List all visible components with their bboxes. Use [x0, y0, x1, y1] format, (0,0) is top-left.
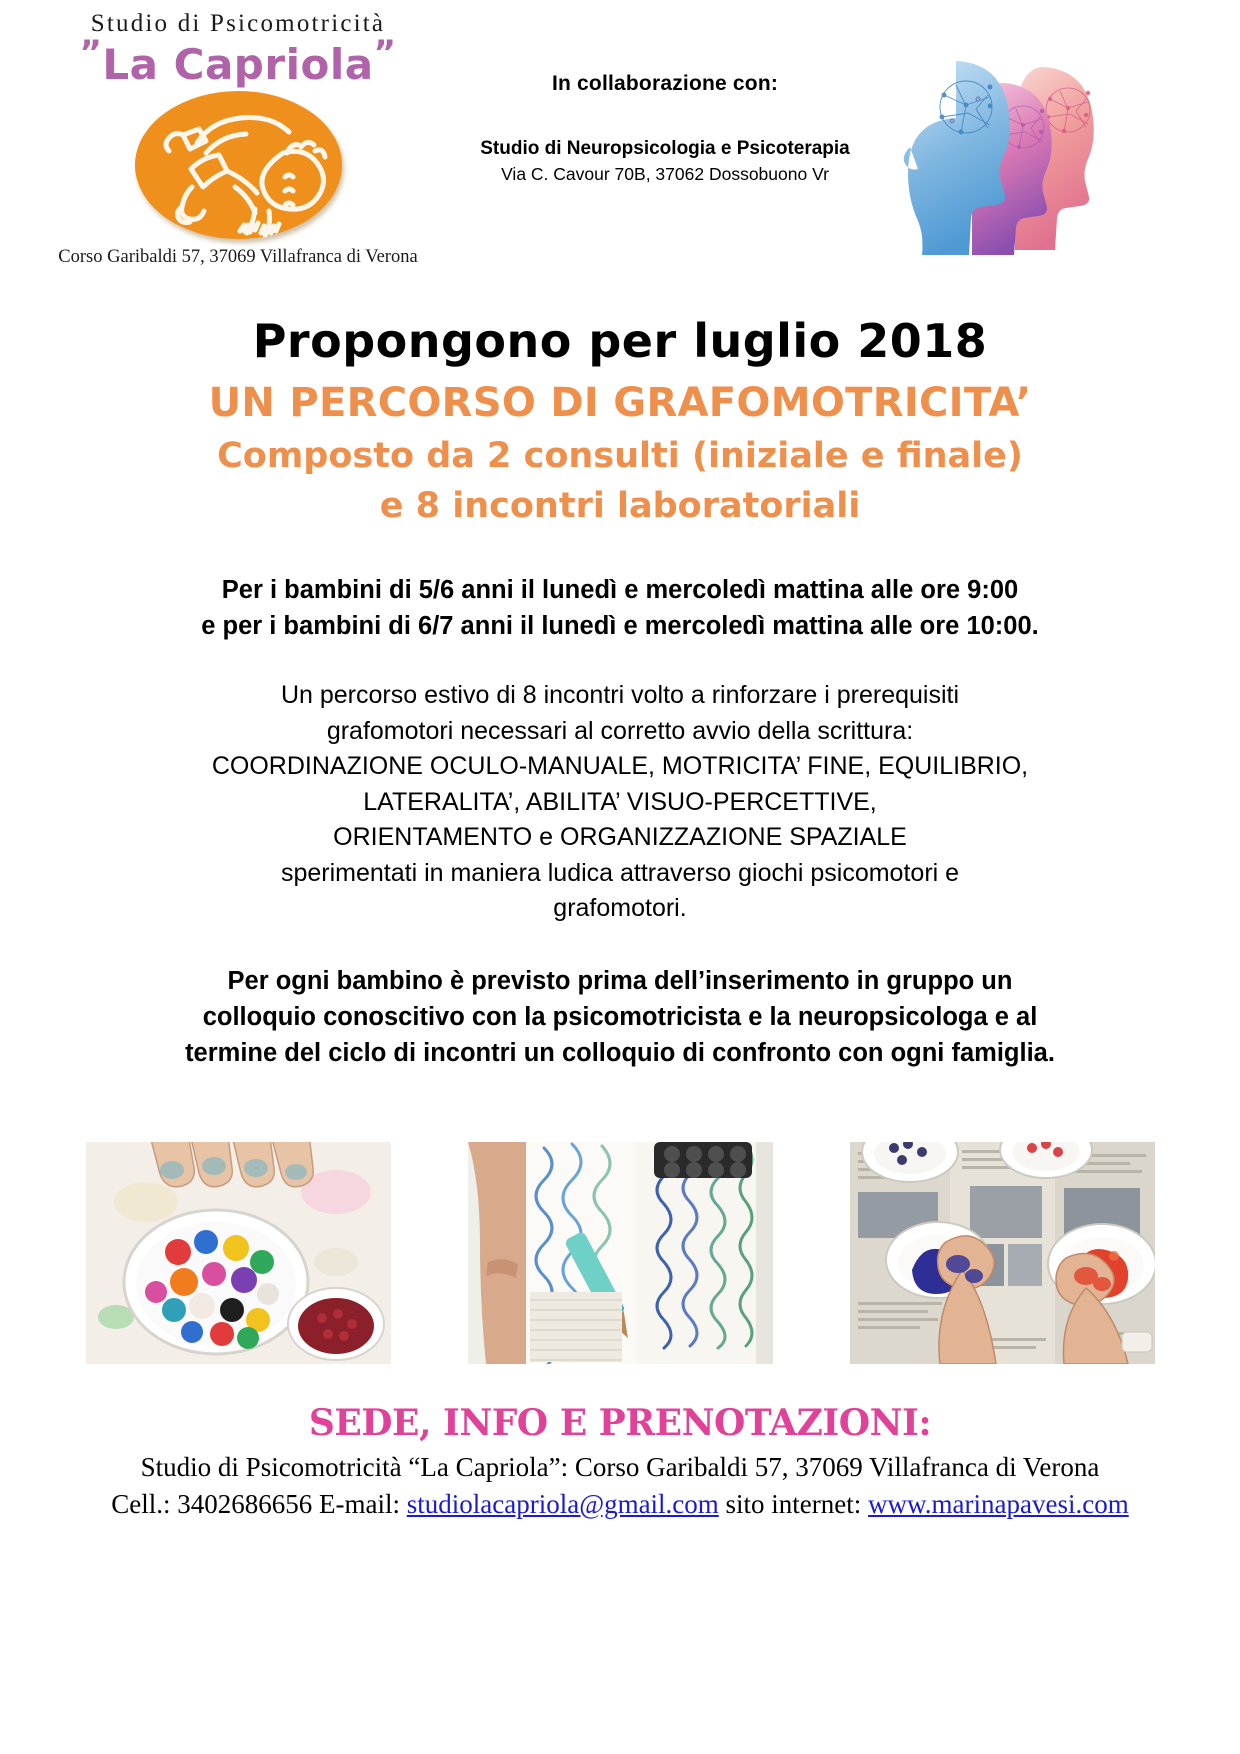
subtitle-composition: Composto da 2 consulti (iniziale e finale) [217, 436, 1023, 476]
logo-studio-line: Studio di Psicomotricità [90, 10, 386, 37]
description-block [0, 678, 1240, 927]
schedule-line-1: Per i bambini di 5/6 anni il lunedì e mercoledì mattina alle ore 9:00 [221, 576, 1019, 604]
logo-address: Corso Garibaldi 57, 37069 Villafranca di Verona [58, 247, 418, 268]
description-line-7: grafomotori. [553, 894, 687, 923]
footer-contacts [0, 1489, 1240, 1520]
poster-header [0, 0, 1240, 272]
description-line-1: Un percorso estivo di 8 incontri volto a rinforzare i prerequisiti [280, 681, 960, 710]
schedule-line-2: e per i bambini di 6/7 anni il lunedì e mercoledì mattina alle ore 10:00. [201, 612, 1039, 641]
highlight-line-2: colloquio conoscitivo con la psicomotricista e la neuropsicologa e al [202, 1003, 1038, 1032]
quote-close: ” [373, 33, 397, 73]
footer-heading: SEDE, INFO E PRENOTAZIONI: [308, 1401, 932, 1444]
page-title: Propongono per luglio 2018 [252, 314, 988, 368]
footer-website-link[interactable]: www.marinapavesi.com [868, 1488, 1129, 1519]
subtitle-meetings: e 8 incontri laboratoriali [379, 486, 861, 526]
photo-gallery [0, 1142, 1240, 1364]
subtitle-course: UN PERCORSO DI GRAFOMOTRICITA’ [208, 380, 1032, 426]
photo-hands-paint-pompoms [86, 1142, 391, 1364]
footer-site-label: sito internet: [718, 1488, 869, 1519]
footer-email-link[interactable]: studiolacapriola@gmail.com [406, 1488, 719, 1519]
photo-wavy-lines-drawing [468, 1142, 773, 1364]
collaboration-block [455, 72, 875, 185]
logo-brand-text: La Capriola [102, 40, 374, 89]
footer-address: Studio di Psicomotricità “La Capriola”: Corso Garibaldi 57, 37069 Villafranca di Verona [140, 1451, 1100, 1482]
schedule-block [0, 572, 1240, 644]
logo-block [28, 10, 448, 268]
child-cartwheel-icon [135, 91, 342, 239]
highlight-line-1: Per ogni bambino è previsto prima dell’inserimento in gruppo un [227, 966, 1013, 995]
highlight-line-3: termine del ciclo di incontri un colloquio di confronto con ogni famiglia. [185, 1039, 1055, 1068]
footer-block [0, 1402, 1240, 1520]
brain-heads-profiles-icon [890, 55, 1100, 255]
footer-phone-label: Cell.: 3402686656 E-mail: [111, 1488, 407, 1519]
description-line-5: ORIENTAMENTO e ORGANIZZAZIONE SPAZIALE [333, 823, 907, 852]
partner-name: Studio di Neuropsicologia e Psicoterapia [480, 138, 850, 159]
description-line-2: grafomotori necessari al corretto avvio della scrittura: [326, 716, 914, 745]
partner-address: Via C. Cavour 70B, 37062 Dossobuono Vr [501, 164, 829, 184]
description-line-3: COORDINAZIONE OCULO-MANUALE, MOTRICITA’ FINE, EQUILIBRIO, [211, 752, 1029, 781]
highlight-block [0, 963, 1240, 1072]
collaboration-title: In collaborazione con: [551, 72, 779, 95]
title-block [0, 314, 1240, 526]
photo-children-paint-newspaper [850, 1142, 1155, 1364]
description-line-4: LATERALITA’, ABILITA’ VISUO-PERCETTIVE, [363, 787, 877, 816]
child-cartwheel-drawing [135, 91, 342, 239]
logo-brand-name [28, 33, 448, 89]
quote-open: ” [79, 33, 103, 73]
description-line-6: sperimentati in maniera ludica attraverso giochi psicomotori e [280, 858, 960, 887]
